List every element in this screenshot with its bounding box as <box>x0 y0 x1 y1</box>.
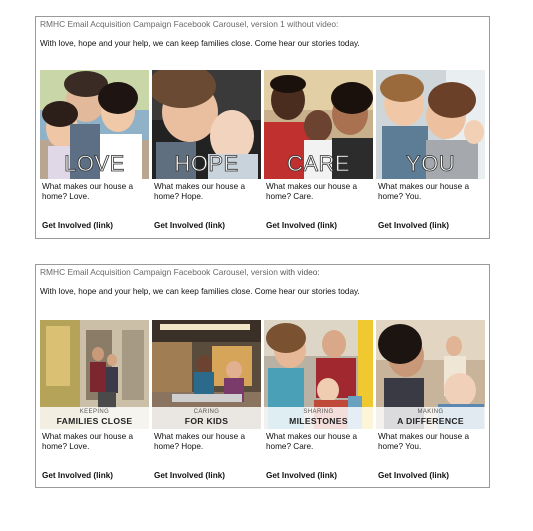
card-photo <box>264 70 373 179</box>
card-description: What makes our house a home? You. <box>378 432 470 451</box>
card-description: What makes our house a home? Love. <box>42 432 134 451</box>
card-photo <box>264 320 373 429</box>
card-description: What makes our house a home? Care. <box>266 432 358 451</box>
card-photo <box>376 320 485 429</box>
get-involved-link[interactable]: Get Involved (link) <box>42 471 113 480</box>
get-involved-link[interactable]: Get Involved (link) <box>378 221 449 230</box>
panel-tagline: With love, hope and your help, we can keep families close. Come hear our stories today. <box>40 39 360 48</box>
card-title-small: CARING <box>193 409 220 415</box>
card-title-band <box>40 407 149 429</box>
get-involved-link[interactable]: Get Involved (link) <box>42 221 113 230</box>
get-involved-link[interactable]: Get Involved (link) <box>266 221 337 230</box>
card-title-big: FAMILIES CLOSE <box>56 416 133 426</box>
card-title-big: A DIFFERENCE <box>397 416 464 426</box>
card-photo <box>40 70 149 179</box>
card-description: What makes our house a home? Hope. <box>154 182 246 201</box>
card-title-band <box>376 407 485 429</box>
card-title-small: SHARING <box>303 409 334 415</box>
card-photo <box>152 320 261 429</box>
card-title-small: MAKING <box>417 409 444 415</box>
card-title-big: MILESTONES <box>289 416 348 426</box>
card-photo <box>376 70 485 179</box>
card-photo <box>152 70 261 179</box>
panel-caption: RMHC Email Acquisition Campaign Facebook Carousel, version with video: <box>40 267 320 277</box>
get-involved-link[interactable]: Get Involved (link) <box>266 471 337 480</box>
get-involved-link[interactable]: Get Involved (link) <box>154 471 225 480</box>
card-description: What makes our house a home? You. <box>378 182 470 201</box>
card-photo <box>40 320 149 429</box>
carousel-panel-with-video <box>35 264 490 488</box>
card-title-big: FOR KIDS <box>184 416 229 426</box>
card-title-small: KEEPING <box>79 409 110 415</box>
card-word: HOPE <box>174 151 239 176</box>
panel-tagline: With love, hope and your help, we can keep families close. Come hear our stories today. <box>40 287 360 296</box>
card-description: What makes our house a home? Hope. <box>154 432 246 451</box>
card-title-band <box>152 407 261 429</box>
carousel-panel-without-video <box>35 16 490 239</box>
get-involved-link[interactable]: Get Involved (link) <box>378 471 449 480</box>
card-word: LOVE <box>64 151 125 176</box>
get-involved-link[interactable]: Get Involved (link) <box>154 221 225 230</box>
card-description: What makes our house a home? Care. <box>266 182 358 201</box>
card-word: YOU <box>405 151 456 176</box>
panel-caption: RMHC Email Acquisition Campaign Facebook Carousel, version 1 without video: <box>40 19 339 29</box>
card-description: What makes our house a home? Love. <box>42 182 134 201</box>
card-word: CARE <box>286 151 351 176</box>
card-title-band <box>264 407 373 429</box>
